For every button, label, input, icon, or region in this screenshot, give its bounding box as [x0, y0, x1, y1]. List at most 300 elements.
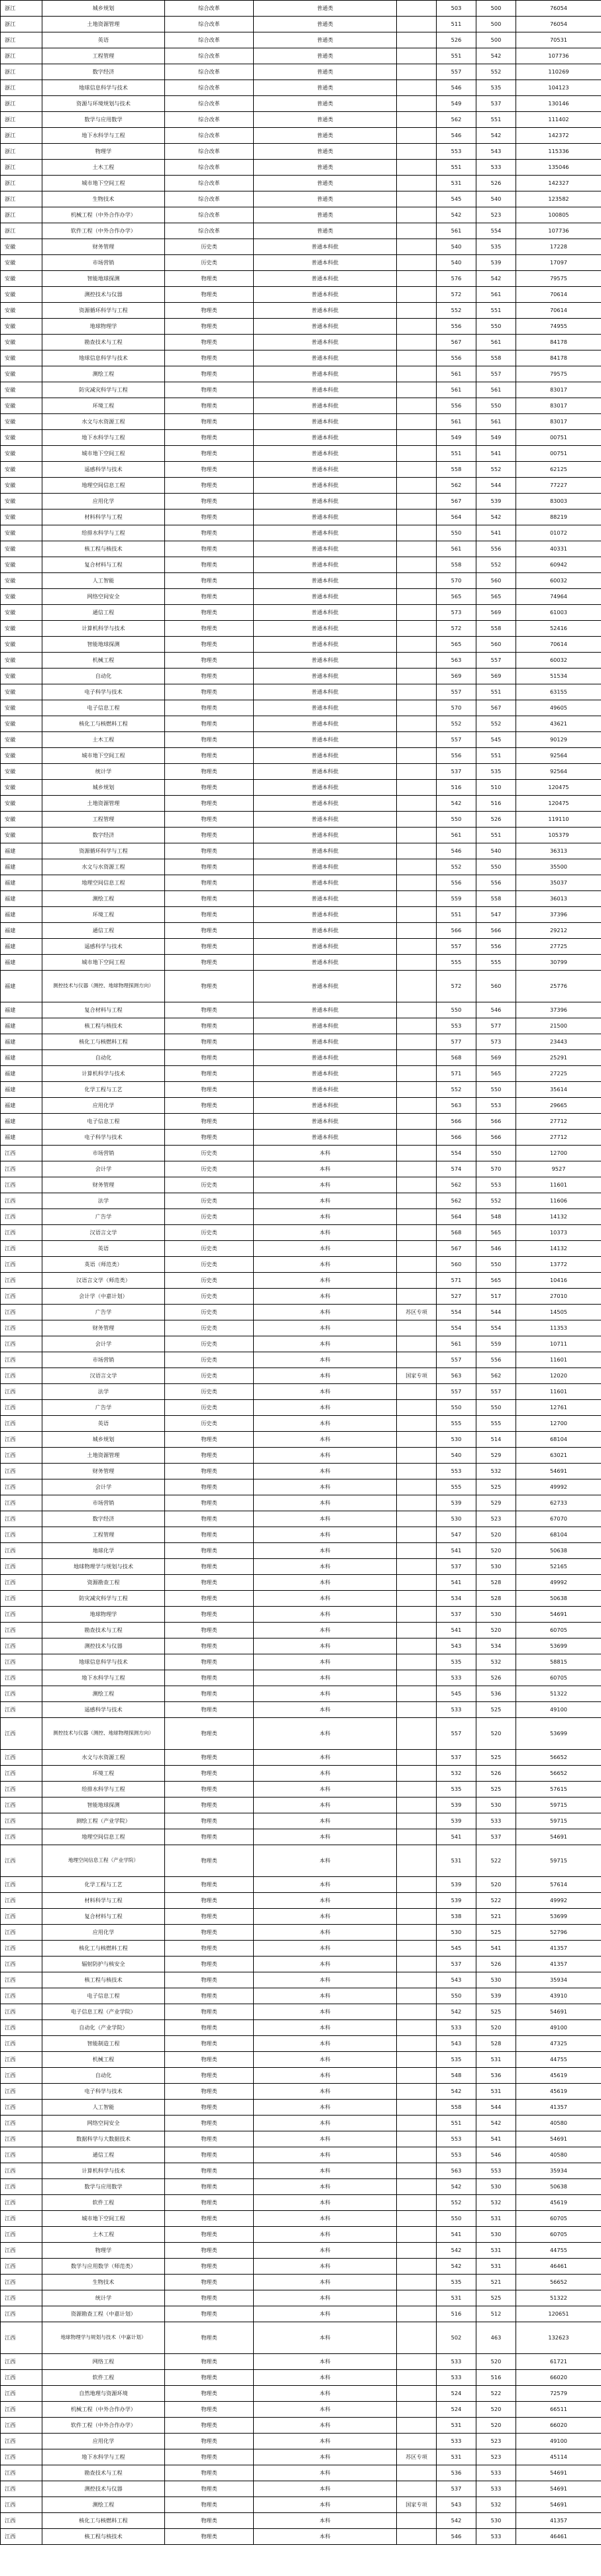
special-plan-cell [397, 1845, 437, 1877]
table-row [1, 748, 601, 764]
table-row [1, 1941, 601, 1957]
max-score-cell: 571 [437, 1273, 476, 1289]
category-cell: 综合改革 [165, 160, 254, 176]
batch-cell: 普通本科批 [254, 955, 397, 971]
province-cell: 江西 [1, 2052, 42, 2068]
min-rank-cell: 29665 [516, 1098, 601, 1114]
min-rank-cell: 35614 [516, 1082, 601, 1098]
table-row [1, 1352, 601, 1368]
province-cell: 浙江 [1, 207, 42, 223]
category-cell: 物理类 [165, 1972, 254, 1988]
major-cell: 勘查技术与工程 [42, 335, 165, 350]
min-score-cell: 550 [476, 398, 516, 414]
min-rank-cell: 60705 [516, 2211, 601, 2227]
max-score-cell: 550 [437, 1988, 476, 2004]
min-rank-cell: 119110 [516, 812, 601, 828]
special-plan-cell [397, 1559, 437, 1575]
category-cell: 物理类 [165, 1448, 254, 1464]
major-cell: 测绘工程 [42, 2497, 165, 2513]
special-plan-cell [397, 1495, 437, 1511]
major-cell: 土木工程 [42, 160, 165, 176]
min-rank-cell: 43621 [516, 716, 601, 732]
max-score-cell: 537 [437, 1750, 476, 1766]
batch-cell: 本科 [254, 2131, 397, 2147]
category-cell: 历史类 [165, 1336, 254, 1352]
category-cell: 历史类 [165, 239, 254, 255]
min-rank-cell: 45619 [516, 2068, 601, 2084]
batch-cell: 本科 [254, 2275, 397, 2290]
table-row [1, 191, 601, 207]
table-row [1, 1607, 601, 1623]
province-cell: 江西 [1, 1702, 42, 1718]
batch-cell: 本科 [254, 1591, 397, 1607]
special-plan-cell [397, 1972, 437, 1988]
province-cell: 江西 [1, 1957, 42, 1972]
category-cell: 物理类 [165, 1130, 254, 1146]
max-score-cell: 531 [437, 2418, 476, 2434]
special-plan-cell [397, 2243, 437, 2259]
table-row [1, 2370, 601, 2386]
min-rank-cell: 120475 [516, 780, 601, 796]
min-score-cell: 523 [476, 2434, 516, 2449]
category-cell: 综合改革 [165, 48, 254, 64]
max-score-cell: 562 [437, 1177, 476, 1193]
max-score-cell: 542 [437, 796, 476, 812]
province-cell: 福建 [1, 907, 42, 923]
special-plan-cell [397, 1161, 437, 1177]
max-score-cell: 536 [437, 2465, 476, 2481]
special-plan-cell [397, 191, 437, 207]
min-rank-cell: 41357 [516, 1957, 601, 1972]
category-cell: 物理类 [165, 573, 254, 589]
min-score-cell: 514 [476, 1432, 516, 1448]
min-rank-cell: 68104 [516, 1527, 601, 1543]
major-cell: 自动化 [42, 2068, 165, 2084]
category-cell: 物理类 [165, 2322, 254, 2354]
min-score-cell: 560 [476, 971, 516, 1002]
major-cell: 地球物理学与规划与技术（中嘉计划） [42, 2322, 165, 2354]
batch-cell: 本科 [254, 2036, 397, 2052]
max-score-cell: 563 [437, 653, 476, 669]
province-cell: 江西 [1, 1305, 42, 1320]
table-row [1, 335, 601, 350]
province-cell: 江西 [1, 1177, 42, 1193]
batch-cell: 本科 [254, 2465, 397, 2481]
min-rank-cell: 72579 [516, 2386, 601, 2402]
table-row [1, 557, 601, 573]
batch-cell: 本科 [254, 1893, 397, 1909]
min-rank-cell: 01072 [516, 525, 601, 541]
major-cell: 计算机科学与技术 [42, 621, 165, 637]
table-row [1, 1495, 601, 1511]
major-cell: 汉语言文学 [42, 1225, 165, 1241]
max-score-cell: 551 [437, 2116, 476, 2131]
category-cell: 物理类 [165, 1782, 254, 1798]
province-cell: 江西 [1, 1941, 42, 1957]
min-score-cell: 560 [476, 637, 516, 653]
batch-cell: 本科 [254, 1941, 397, 1957]
category-cell: 历史类 [165, 1146, 254, 1161]
special-plan-cell [397, 1575, 437, 1591]
min-score-cell: 551 [476, 828, 516, 843]
major-cell: 核化工与核燃料工程 [42, 1941, 165, 1957]
category-cell: 物理类 [165, 1034, 254, 1050]
category-cell: 物理类 [165, 2147, 254, 2163]
batch-cell: 普通本科批 [254, 1018, 397, 1034]
batch-cell: 普通本科批 [254, 462, 397, 478]
province-cell: 安徽 [1, 748, 42, 764]
special-plan-cell [397, 2116, 437, 2131]
min-score-cell: 520 [476, 2402, 516, 2418]
major-cell: 财务管理 [42, 239, 165, 255]
special-plan-cell [397, 2481, 437, 2497]
special-plan-cell [397, 2275, 437, 2290]
batch-cell: 本科 [254, 1320, 397, 1336]
batch-cell: 本科 [254, 1829, 397, 1845]
batch-cell: 普通类 [254, 96, 397, 112]
max-score-cell: 541 [437, 1623, 476, 1638]
batch-cell: 普通本科批 [254, 939, 397, 955]
table-row [1, 128, 601, 144]
category-cell: 物理类 [165, 1018, 254, 1034]
min-score-cell: 558 [476, 891, 516, 907]
category-cell: 物理类 [165, 1511, 254, 1527]
batch-cell: 普通类 [254, 80, 397, 96]
special-plan-cell [397, 1352, 437, 1368]
category-cell: 物理类 [165, 303, 254, 319]
province-cell: 安徽 [1, 239, 42, 255]
min-rank-cell: 36313 [516, 843, 601, 859]
batch-cell: 普通本科批 [254, 350, 397, 366]
batch-cell: 本科 [254, 1877, 397, 1893]
category-cell: 物理类 [165, 1623, 254, 1638]
major-cell: 遥感科学与技术 [42, 462, 165, 478]
min-score-cell: 500 [476, 17, 516, 32]
major-cell: 生物技术 [42, 2275, 165, 2290]
min-score-cell: 543 [476, 144, 516, 160]
category-cell: 物理类 [165, 828, 254, 843]
major-cell: 广告学 [42, 1305, 165, 1320]
min-rank-cell: 12020 [516, 1368, 601, 1384]
batch-cell: 普通本科批 [254, 700, 397, 716]
min-score-cell: 577 [476, 1018, 516, 1034]
max-score-cell: 551 [437, 446, 476, 462]
province-cell: 浙江 [1, 96, 42, 112]
min-rank-cell: 27712 [516, 1114, 601, 1130]
category-cell: 物理类 [165, 1829, 254, 1845]
category-cell: 物理类 [165, 1066, 254, 1082]
max-score-cell: 574 [437, 1161, 476, 1177]
batch-cell: 普通类 [254, 144, 397, 160]
max-score-cell: 551 [437, 907, 476, 923]
special-plan-cell [397, 1066, 437, 1082]
max-score-cell: 572 [437, 621, 476, 637]
min-rank-cell: 14132 [516, 1241, 601, 1257]
max-score-cell: 567 [437, 335, 476, 350]
province-cell: 浙江 [1, 80, 42, 96]
min-rank-cell: 60032 [516, 573, 601, 589]
min-score-cell: 558 [476, 621, 516, 637]
special-plan-cell [397, 1177, 437, 1193]
table-row [1, 2354, 601, 2370]
min-score-cell: 533 [476, 1813, 516, 1829]
province-cell: 安徽 [1, 350, 42, 366]
major-cell: 软件工程（中外合作办学） [42, 2418, 165, 2434]
max-score-cell: 542 [437, 2243, 476, 2259]
special-plan-cell [397, 1829, 437, 1845]
batch-cell: 本科 [254, 2402, 397, 2418]
batch-cell: 普通本科批 [254, 239, 397, 255]
special-plan-cell [397, 287, 437, 303]
province-cell: 江西 [1, 1384, 42, 1400]
major-cell: 水文与水资源工程 [42, 414, 165, 430]
category-cell: 物理类 [165, 1988, 254, 2004]
batch-cell: 本科 [254, 1241, 397, 1257]
province-cell: 江西 [1, 1575, 42, 1591]
major-cell: 数学与应用数学 [42, 112, 165, 128]
category-cell: 物理类 [165, 843, 254, 859]
max-score-cell: 530 [437, 1432, 476, 1448]
batch-cell: 本科 [254, 1686, 397, 1702]
major-cell: 英语 [42, 1416, 165, 1432]
province-cell: 江西 [1, 1273, 42, 1289]
max-score-cell: 537 [437, 1957, 476, 1972]
batch-cell: 普通类 [254, 32, 397, 48]
table-row [1, 2322, 601, 2354]
min-rank-cell: 90129 [516, 732, 601, 748]
special-plan-cell [397, 1877, 437, 1893]
min-rank-cell: 27712 [516, 1130, 601, 1146]
major-cell: 地下水科学与工程 [42, 128, 165, 144]
table-row [1, 1273, 601, 1289]
special-plan-cell [397, 2036, 437, 2052]
major-cell: 广告学 [42, 1209, 165, 1225]
province-cell: 江西 [1, 2036, 42, 2052]
major-cell: 化学工程与工艺 [42, 1877, 165, 1893]
special-plan-cell [397, 2084, 437, 2100]
min-score-cell: 541 [476, 525, 516, 541]
max-score-cell: 537 [437, 2481, 476, 2497]
min-rank-cell: 54691 [516, 2004, 601, 2020]
batch-cell: 普通本科批 [254, 669, 397, 684]
table-row [1, 2497, 601, 2513]
max-score-cell: 539 [437, 1893, 476, 1909]
table-row [1, 80, 601, 96]
special-plan-cell [397, 1082, 437, 1098]
province-cell: 福建 [1, 875, 42, 891]
min-rank-cell: 40580 [516, 2116, 601, 2131]
major-cell: 数字经济 [42, 64, 165, 80]
category-cell: 物理类 [165, 446, 254, 462]
major-cell: 勘查技术与工程 [42, 1623, 165, 1638]
category-cell: 物理类 [165, 955, 254, 971]
max-score-cell: 539 [437, 1877, 476, 1893]
province-cell: 江西 [1, 2227, 42, 2243]
major-cell: 土地资源管理 [42, 1448, 165, 1464]
max-score-cell: 540 [437, 255, 476, 271]
batch-cell: 普通类 [254, 207, 397, 223]
min-rank-cell: 41357 [516, 2513, 601, 2529]
batch-cell: 普通本科批 [254, 430, 397, 446]
min-score-cell: 569 [476, 1050, 516, 1066]
max-score-cell: 516 [437, 780, 476, 796]
min-score-cell: 512 [476, 2306, 516, 2322]
min-rank-cell: 70614 [516, 303, 601, 319]
category-cell: 物理类 [165, 2402, 254, 2418]
min-score-cell: 556 [476, 541, 516, 557]
province-cell: 江西 [1, 2163, 42, 2179]
min-score-cell: 551 [476, 748, 516, 764]
table-row [1, 1845, 601, 1877]
min-score-cell: 561 [476, 382, 516, 398]
min-score-cell: 542 [476, 48, 516, 64]
special-plan-cell [397, 1289, 437, 1305]
special-plan-cell [397, 2179, 437, 2195]
batch-cell: 本科 [254, 1909, 397, 1925]
min-rank-cell: 47325 [516, 2036, 601, 2052]
max-score-cell: 577 [437, 1034, 476, 1050]
province-cell: 江西 [1, 1289, 42, 1305]
batch-cell: 本科 [254, 1638, 397, 1654]
province-cell: 江西 [1, 2243, 42, 2259]
min-score-cell: 522 [476, 2386, 516, 2402]
major-cell: 地球信息科学与技术 [42, 350, 165, 366]
min-rank-cell: 49100 [516, 1702, 601, 1718]
major-cell: 资源循环科学与工程 [42, 843, 165, 859]
major-cell: 数据科学与大数据技术 [42, 2131, 165, 2147]
max-score-cell: 547 [437, 1527, 476, 1543]
batch-cell: 本科 [254, 1146, 397, 1161]
max-score-cell: 568 [437, 1225, 476, 1241]
special-plan-cell [397, 1527, 437, 1543]
major-cell: 地下水科学与工程 [42, 2449, 165, 2465]
max-score-cell: 533 [437, 2020, 476, 2036]
special-plan-cell [397, 748, 437, 764]
batch-cell: 普通本科批 [254, 446, 397, 462]
major-cell: 通信工程 [42, 2147, 165, 2163]
max-score-cell: 541 [437, 2227, 476, 2243]
special-plan-cell [397, 1623, 437, 1638]
major-cell: 城市地下空间工程 [42, 748, 165, 764]
province-cell: 江西 [1, 1607, 42, 1623]
special-plan-cell [397, 128, 437, 144]
batch-cell: 本科 [254, 1511, 397, 1527]
special-plan-cell [397, 1909, 437, 1925]
special-plan-cell [397, 2354, 437, 2370]
min-score-cell: 522 [476, 1893, 516, 1909]
table-row [1, 478, 601, 494]
min-rank-cell: 10416 [516, 1273, 601, 1289]
table-row [1, 1623, 601, 1638]
category-cell: 物理类 [165, 621, 254, 637]
province-cell: 福建 [1, 891, 42, 907]
min-score-cell: 528 [476, 1575, 516, 1591]
province-cell: 安徽 [1, 510, 42, 525]
max-score-cell: 553 [437, 144, 476, 160]
major-cell: 英语 [42, 1241, 165, 1257]
major-cell: 防灾减灾科学与工程 [42, 1591, 165, 1607]
table-row [1, 17, 601, 32]
province-cell: 浙江 [1, 32, 42, 48]
major-cell: 土地资源管理 [42, 796, 165, 812]
table-row [1, 2147, 601, 2163]
min-score-cell: 532 [476, 1654, 516, 1670]
max-score-cell: 552 [437, 303, 476, 319]
province-cell: 安徽 [1, 796, 42, 812]
batch-cell: 普通本科批 [254, 414, 397, 430]
category-cell: 历史类 [165, 1305, 254, 1320]
province-cell: 安徽 [1, 255, 42, 271]
special-plan-cell [397, 2306, 437, 2322]
batch-cell: 本科 [254, 2418, 397, 2434]
min-score-cell: 520 [476, 2020, 516, 2036]
table-row [1, 2290, 601, 2306]
max-score-cell: 524 [437, 2386, 476, 2402]
special-plan-cell [397, 1798, 437, 1813]
category-cell: 综合改革 [165, 223, 254, 239]
province-cell: 江西 [1, 2179, 42, 2195]
category-cell: 物理类 [165, 875, 254, 891]
min-rank-cell: 49100 [516, 2020, 601, 2036]
table-row [1, 303, 601, 319]
special-plan-cell [397, 1702, 437, 1718]
min-score-cell: 556 [476, 1352, 516, 1368]
major-cell: 环境工程 [42, 907, 165, 923]
major-cell: 机械工程 [42, 653, 165, 669]
province-cell: 江西 [1, 1925, 42, 1941]
special-plan-cell [397, 653, 437, 669]
category-cell: 物理类 [165, 2259, 254, 2275]
category-cell: 物理类 [165, 510, 254, 525]
category-cell: 物理类 [165, 2434, 254, 2449]
category-cell: 物理类 [165, 732, 254, 748]
max-score-cell: 557 [437, 684, 476, 700]
max-score-cell: 555 [437, 1416, 476, 1432]
batch-cell: 普通类 [254, 191, 397, 207]
special-plan-cell [397, 2147, 437, 2163]
min-rank-cell: 60705 [516, 1623, 601, 1638]
province-cell: 浙江 [1, 160, 42, 176]
category-cell: 综合改革 [165, 64, 254, 80]
category-cell: 历史类 [165, 255, 254, 271]
special-plan-cell [397, 891, 437, 907]
category-cell: 物理类 [165, 684, 254, 700]
table-row [1, 875, 601, 891]
min-rank-cell: 35934 [516, 1972, 601, 1988]
batch-cell: 普通本科批 [254, 510, 397, 525]
special-plan-cell [397, 1225, 437, 1241]
category-cell: 物理类 [165, 1638, 254, 1654]
min-score-cell: 531 [476, 2052, 516, 2068]
min-rank-cell: 29212 [516, 923, 601, 939]
batch-cell: 普通本科批 [254, 573, 397, 589]
special-plan-cell [397, 1813, 437, 1829]
max-score-cell: 572 [437, 287, 476, 303]
major-cell: 应用化学 [42, 1098, 165, 1114]
max-score-cell: 573 [437, 605, 476, 621]
table-row [1, 510, 601, 525]
category-cell: 历史类 [165, 1209, 254, 1225]
batch-cell: 本科 [254, 2354, 397, 2370]
batch-cell: 普通本科批 [254, 796, 397, 812]
province-cell: 江西 [1, 2147, 42, 2163]
special-plan-cell [397, 1416, 437, 1432]
batch-cell: 本科 [254, 1543, 397, 1559]
batch-cell: 本科 [254, 1305, 397, 1320]
major-cell: 复合材料与工程 [42, 557, 165, 573]
batch-cell: 本科 [254, 1416, 397, 1432]
special-plan-cell [397, 589, 437, 605]
